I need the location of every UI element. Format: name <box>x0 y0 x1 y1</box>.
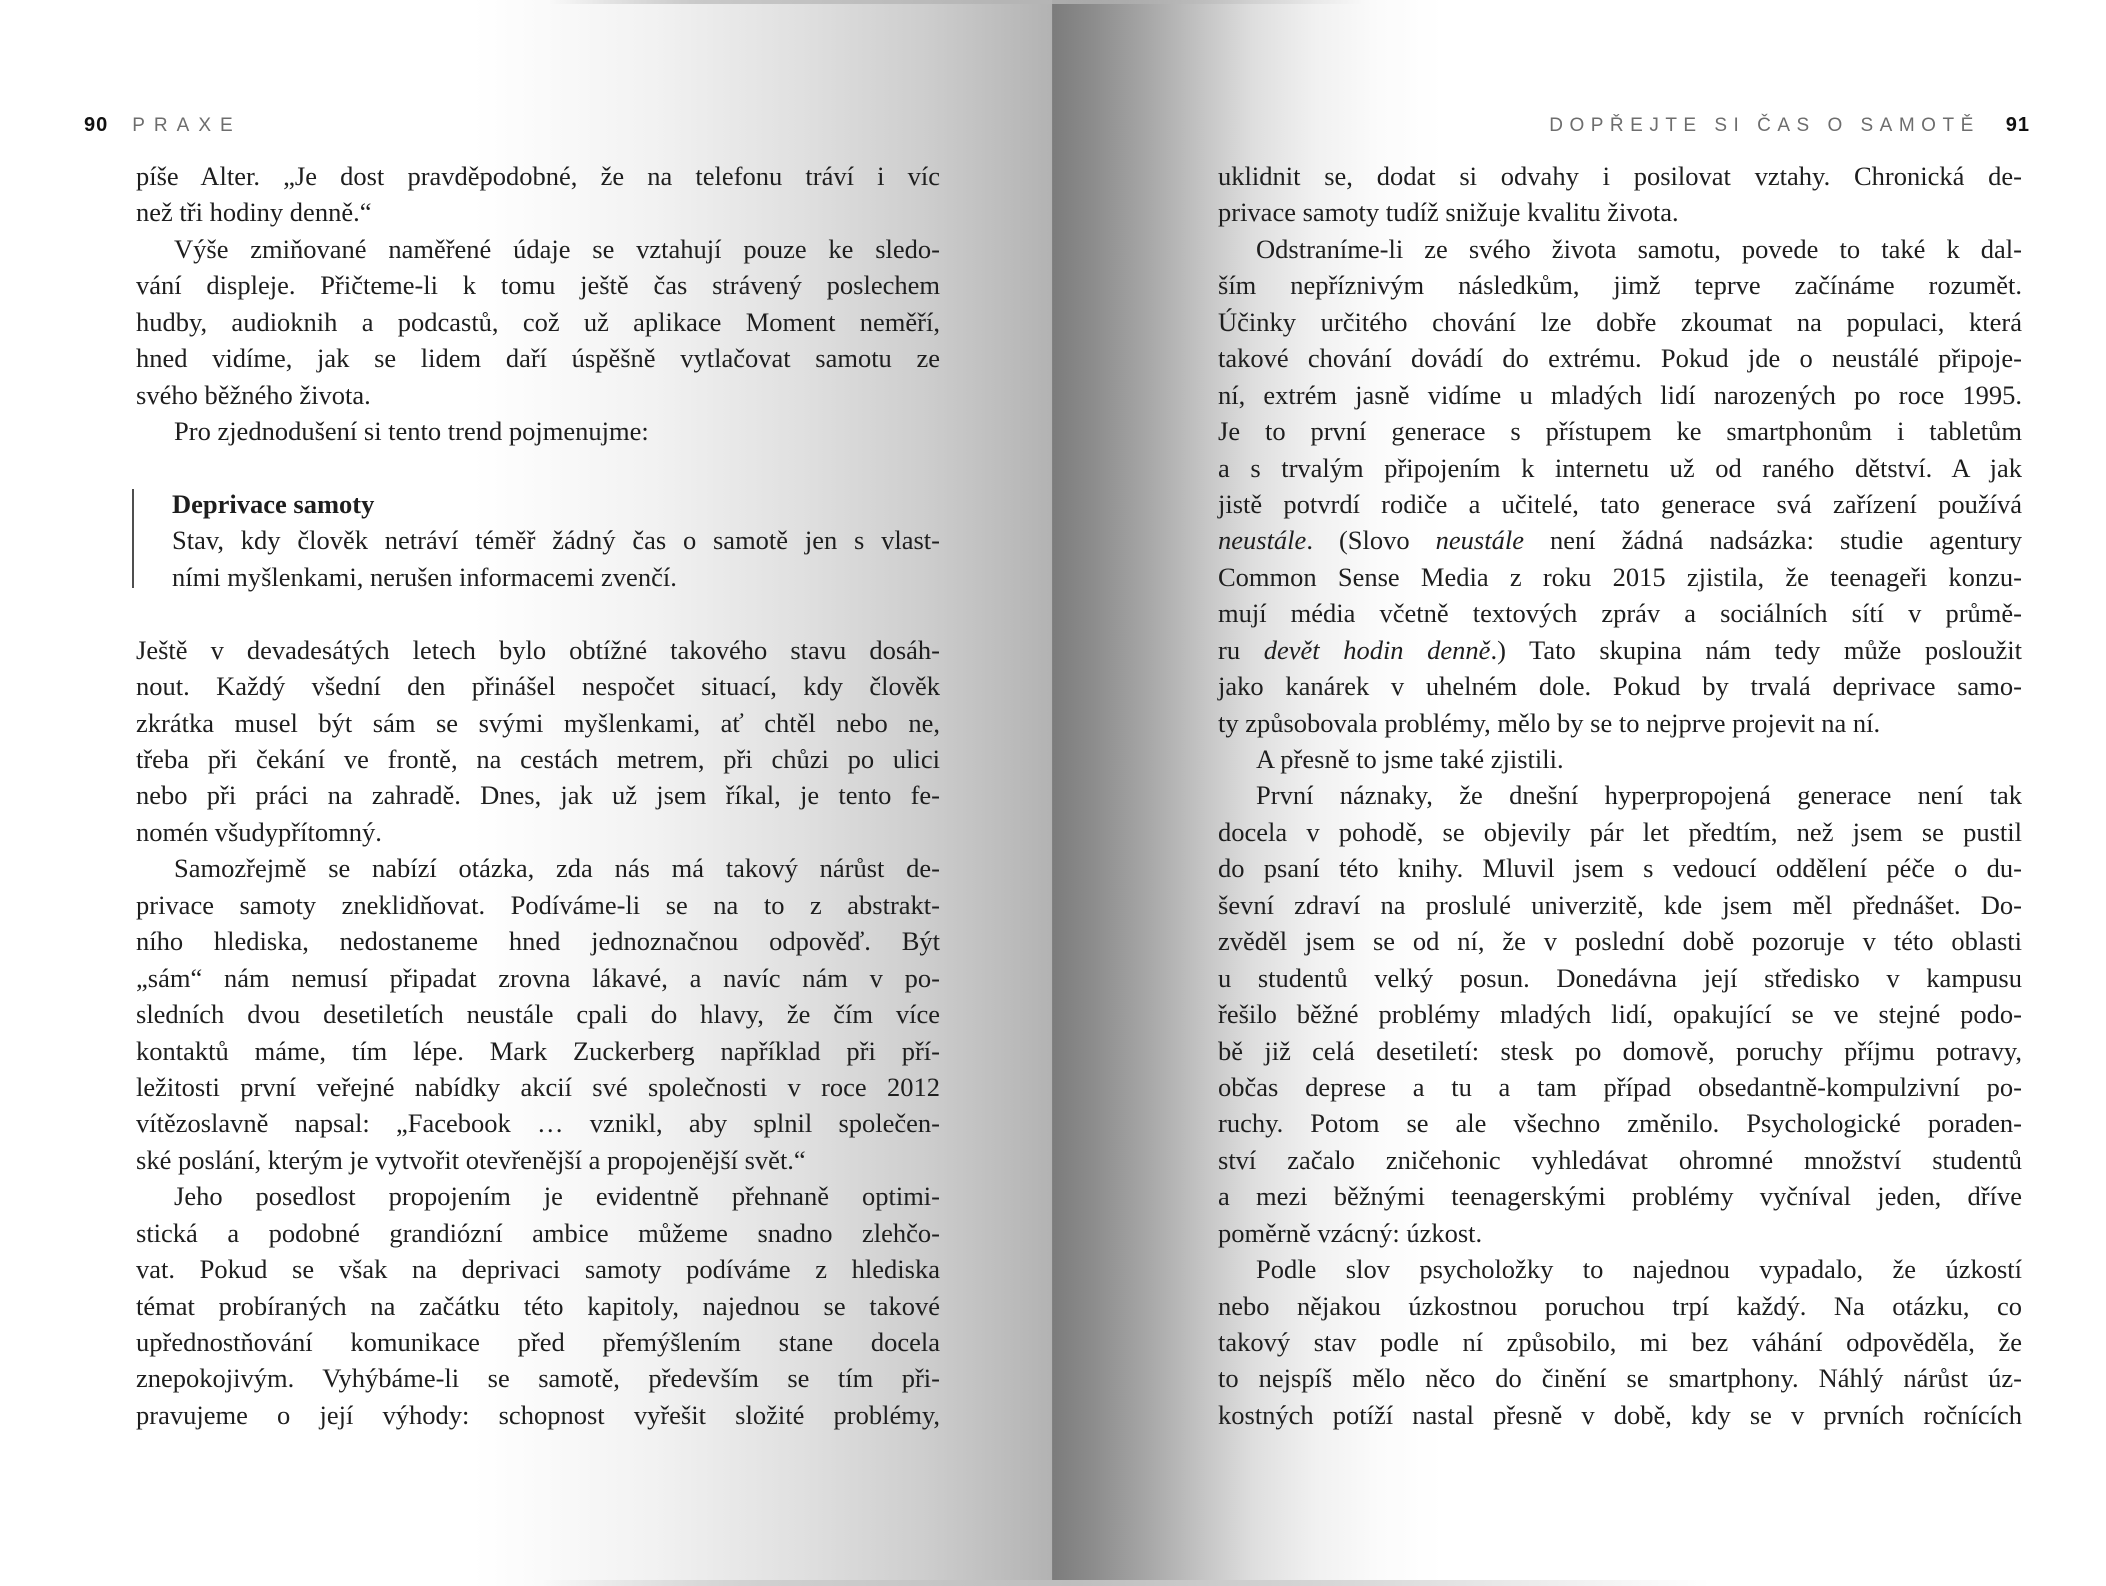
text-line <box>1218 996 2022 1032</box>
text-line <box>1218 595 2022 631</box>
running-head-left: PRAXE <box>132 115 242 136</box>
text-line <box>1218 304 2022 340</box>
text-line <box>1218 777 2022 813</box>
text-line <box>136 194 940 230</box>
text-line <box>1218 450 2022 486</box>
text-line <box>1218 632 2022 668</box>
text-run: hned vidíme, jak se lidem daří úspěšně vytlačovat samotu ze <box>136 343 940 374</box>
text-line <box>136 1033 940 1069</box>
text-run: hudby, audioknih a podcastů, což už aplikace Moment neměří, <box>136 306 940 337</box>
book-spine-divider <box>1052 0 1053 1586</box>
text-run: docela v pohodě, se objevily pár let předtím, než jsem se pustil <box>1218 816 2022 847</box>
text-run: témat probíraných na začátku této kapitoly, najednou se takové <box>136 1290 940 1321</box>
text-run: vítězoslavně napsal: „Facebook … vznikl, aby splnil společen- <box>136 1108 940 1139</box>
text-run: než tři hodiny denně.“ <box>136 197 372 228</box>
text-line <box>1218 377 2022 413</box>
text-line <box>1218 1069 2022 1105</box>
text-run: nebo nějakou úzkostnou poruchou trpí každý. Na otázku, co <box>1218 1290 2022 1321</box>
text-run: a mezi běžnými teenagerskými problémy vyčníval jeden, dříve <box>1218 1181 2022 1212</box>
text-line <box>136 1251 940 1287</box>
text-run: znepokojivým. Vyhýbáme-li se samotě, především se tím při- <box>136 1363 940 1394</box>
text-line <box>1218 1324 2022 1360</box>
text-line <box>1218 522 2022 558</box>
text-run: Deprivace samoty <box>172 488 375 519</box>
text-column-right <box>1218 158 2022 1435</box>
text-line <box>136 1142 940 1178</box>
text-line <box>136 377 940 413</box>
text-line <box>1218 1251 2022 1287</box>
text-line <box>1218 668 2022 704</box>
text-run: bě již celá desetiletí: stesk po domově, poruchy příjmu potravy, <box>1218 1035 2022 1066</box>
text-run: kontaktů máme, tím lépe. Mark Zuckerberg například při pří- <box>136 1035 940 1066</box>
text-line <box>136 413 940 449</box>
text-run: ství začalo zničehonic vyhledávat ohromné množství studentů <box>1218 1144 2022 1175</box>
text-run: ního hlediska, nedostaneme hned jednoznačnou odpověď. Být <box>136 926 940 957</box>
text-run: stická a podobné grandiózní ambice můžeme snadno zlehčo- <box>136 1217 940 1248</box>
text-run: nebo při práci na zahradě. Dnes, jak už jsem říkal, je tento fe- <box>136 780 940 811</box>
text-run: ším nepříznivým následkům, jimž teprve začínáme rozumět. <box>1218 270 2022 301</box>
text-line <box>136 231 940 267</box>
text-line <box>136 1397 940 1433</box>
running-head-right: DOPŘEJTE SI ČAS O SAMOTĚ <box>1549 115 1980 136</box>
text-run: ševní zdraví na proslulé univerzitě, kde jsem měl přednášet. Do- <box>1218 889 2022 920</box>
text-run: ské poslání, kterým je vytvořit otevřenější a propojenější svět.“ <box>136 1144 806 1175</box>
page-stack-edge-top <box>549 0 1365 4</box>
text-run: kostných potíží nastal přesně v době, kdy se v prvních ročnících <box>1218 1399 2022 1430</box>
text-run: do psaní této knihy. Mluvil jsem s vedoucí oddělení péče o du- <box>1218 853 2022 884</box>
text-run: Podle slov psycholožky to najednou vypadalo, že úzkostí <box>1256 1254 2022 1285</box>
text-line <box>1218 705 2022 741</box>
text-run: Pro zjednodušení si tento trend pojmenujme: <box>174 416 649 447</box>
text-line <box>136 777 940 813</box>
blockquote-rule <box>132 489 134 588</box>
text-run: takové chování dovádí do extrému. Pokud jde o neustálé připoje- <box>1218 343 2022 374</box>
text-run: ležitosti první veřejné nabídky akcií své společnosti v roce 2012 <box>136 1071 940 1102</box>
text-run: mují média včetně textových zpráv a sociálních sítí v průmě- <box>1218 598 2022 629</box>
line-gap <box>136 450 940 486</box>
page-header-left <box>84 112 242 138</box>
text-run: upřednostňování komunikace před přemýšlením stane docela <box>136 1327 940 1357</box>
text-run: privace samoty zneklidňovat. Podíváme-li se na to z abstrakt- <box>136 889 940 920</box>
text-line <box>1218 960 2022 996</box>
text-line <box>1218 340 2022 376</box>
text-run: není žádná nadsázka: studie agentury <box>1523 525 2022 556</box>
text-line <box>1218 1142 2022 1178</box>
blockquote-line <box>136 559 940 595</box>
text-line <box>1218 1397 2022 1433</box>
text-run: píše Alter. „Je dost pravděpodobné, že na telefonu tráví i víc <box>136 161 940 191</box>
text-line <box>136 340 940 376</box>
text-line <box>136 668 940 704</box>
text-run: .) Tato skupina nám tedy může posloužit <box>1490 634 2022 665</box>
text-line <box>136 996 940 1032</box>
page-number-left: 90 <box>84 114 109 136</box>
text-line <box>136 1178 940 1214</box>
text-line <box>136 1288 940 1324</box>
text-line <box>136 1324 940 1360</box>
text-line <box>1218 486 2022 522</box>
text-line <box>1218 194 2022 230</box>
text-run: zkrátka musel být sám se svými myšlenkami, ať chtěl nebo ne, <box>136 707 940 738</box>
text-line <box>136 1360 940 1396</box>
blockquote-line <box>136 522 940 558</box>
page-right <box>1053 0 2106 1586</box>
text-line <box>1218 814 2022 850</box>
text-line <box>1218 231 2022 267</box>
text-run: řešilo běžné problémy mladých lidí, opakující se ve stejné podo- <box>1218 999 2022 1030</box>
text-run: sledních dvou desetiletích neustále cpali do hlavy, že čím více <box>136 999 940 1030</box>
line-gap <box>136 595 940 631</box>
text-run: Účinky určitého chování lze dobře zkoumat na populaci, která <box>1218 306 2022 337</box>
text-line <box>1218 267 2022 303</box>
text-line <box>1218 1215 2022 1251</box>
text-run: ruchy. Potom se ale všechno změnilo. Psychologické poraden- <box>1218 1108 2022 1139</box>
text-line <box>136 887 940 923</box>
text-line <box>136 850 940 886</box>
text-line <box>136 814 940 850</box>
text-line <box>1218 1360 2022 1396</box>
text-run: Je to první generace s přístupem ke smartphonům i tabletům <box>1218 416 2022 447</box>
text-line <box>1218 741 2022 777</box>
text-run: Odstraníme-li ze svého života samotu, povede to také k dal- <box>1256 233 2022 264</box>
text-run: Ještě v devadesátých letech bylo obtížné takového stavu dosáh- <box>136 634 940 665</box>
text-run: poměrně vzácný: úzkost. <box>1218 1217 1483 1248</box>
text-run: a s trvalým připojením k internetu už od raného dětství. A jak <box>1218 452 2022 483</box>
text-line <box>136 267 940 303</box>
text-line <box>1218 559 2022 595</box>
text-run: jako kanárek v uhelném dole. Pokud by trvalá deprivace samo- <box>1218 671 2022 702</box>
text-run: První náznaky, že dnešní hyperpropojená generace není tak <box>1256 780 2022 811</box>
italic-run: neustále <box>1435 525 1524 556</box>
italic-run: devět hodin denně <box>1263 634 1491 665</box>
text-run: jistě potvrdí rodiče a učitelé, tato generace svá zařízení používá <box>1218 488 2022 519</box>
text-run: „sám“ nám nemusí připadat zrovna lákavé, a navíc nám v po- <box>136 962 940 993</box>
page-stack-edge-bottom <box>540 1580 1710 1586</box>
text-line <box>1218 1033 2022 1069</box>
text-run: občas deprese a tu a tam případ obsedantně-kompulzivní po- <box>1218 1071 2022 1102</box>
text-line <box>1218 1178 2022 1214</box>
text-run: Samozřejmě se nabízí otázka, zda nás má takový nárůst de- <box>174 853 940 884</box>
text-run: A přesně to jsme také zjistili. <box>1256 744 1564 774</box>
text-line <box>136 304 940 340</box>
text-line <box>136 741 940 777</box>
text-line <box>136 1105 940 1141</box>
text-line <box>1218 923 2022 959</box>
text-run: zvěděl jsem se od ní, že v poslední době pozoruje v této oblasti <box>1218 926 2022 957</box>
text-line <box>1218 1288 2022 1324</box>
text-run: ní, extrém jasně vidíme u mladých lidí narozených po roce 1995. <box>1218 379 2022 410</box>
text-run: . (Slovo <box>1306 525 1436 556</box>
text-run: uklidnit se, dodat si odvahy i posilovat vztahy. Chronická de- <box>1218 161 2022 191</box>
page-number-right: 91 <box>2005 114 2030 136</box>
text-run: takový stav podle ní způsobilo, mi bez váhání odpověděla, že <box>1218 1327 2022 1357</box>
text-line <box>1218 850 2022 886</box>
text-line <box>136 960 940 996</box>
text-line <box>136 705 940 741</box>
text-run: třeba při čekání ve frontě, na cestách metrem, při chůzi po ulici <box>136 744 940 774</box>
text-line <box>136 923 940 959</box>
text-column-left <box>136 158 940 1435</box>
text-run: ru <box>1218 634 1264 665</box>
text-run: nomén všudypřítomný. <box>136 816 382 847</box>
text-line <box>1218 158 2022 194</box>
text-run: ními myšlenkami, nerušen informacemi zvenčí. <box>172 561 677 592</box>
text-line <box>136 1069 940 1105</box>
text-run: Výše zmiňované naměřené údaje se vztahují pouze ke sledo- <box>174 233 940 264</box>
text-run: ty způsobovala problémy, mělo by se to nejprve projevit na ní. <box>1218 707 1881 738</box>
text-run: privace samoty tudíž snižuje kvalitu života. <box>1218 197 1679 228</box>
text-run: Common Sense Media z roku 2015 zjistila, že teenageři konzu- <box>1218 561 2022 592</box>
text-line <box>136 632 940 668</box>
text-run: Jeho posedlost propojením je evidentně přehnaně optimi- <box>174 1181 940 1212</box>
text-run: u studentů velký posun. Donedávna její středisko v kampusu <box>1218 962 2022 993</box>
text-line <box>1218 1105 2022 1141</box>
text-line <box>1218 413 2022 449</box>
text-run: vat. Pokud se však na deprivaci samoty podíváme z hlediska <box>136 1254 940 1285</box>
text-run: vání displeje. Přičteme-li k tomu ještě čas strávený poslechem <box>136 270 940 301</box>
text-line <box>136 1215 940 1251</box>
blockquote-line <box>136 486 940 522</box>
italic-run: neustále <box>1218 525 1307 556</box>
text-run: Stav, kdy člověk netráví téměř žádný čas o samotě jen s vlast- <box>172 525 940 556</box>
text-line <box>136 158 940 194</box>
text-run: svého běžného života. <box>136 379 371 410</box>
page-header-right <box>1549 112 2030 138</box>
text-line <box>1218 887 2022 923</box>
text-run: nout. Každý všední den přinášel nespočet situací, kdy člověk <box>136 671 940 702</box>
text-run: to nejspíš mělo něco do činění se smartphony. Náhlý nárůst úz- <box>1218 1363 2022 1394</box>
text-run: pravujeme o její výhody: schopnost vyřešit složité problémy, <box>136 1399 940 1430</box>
